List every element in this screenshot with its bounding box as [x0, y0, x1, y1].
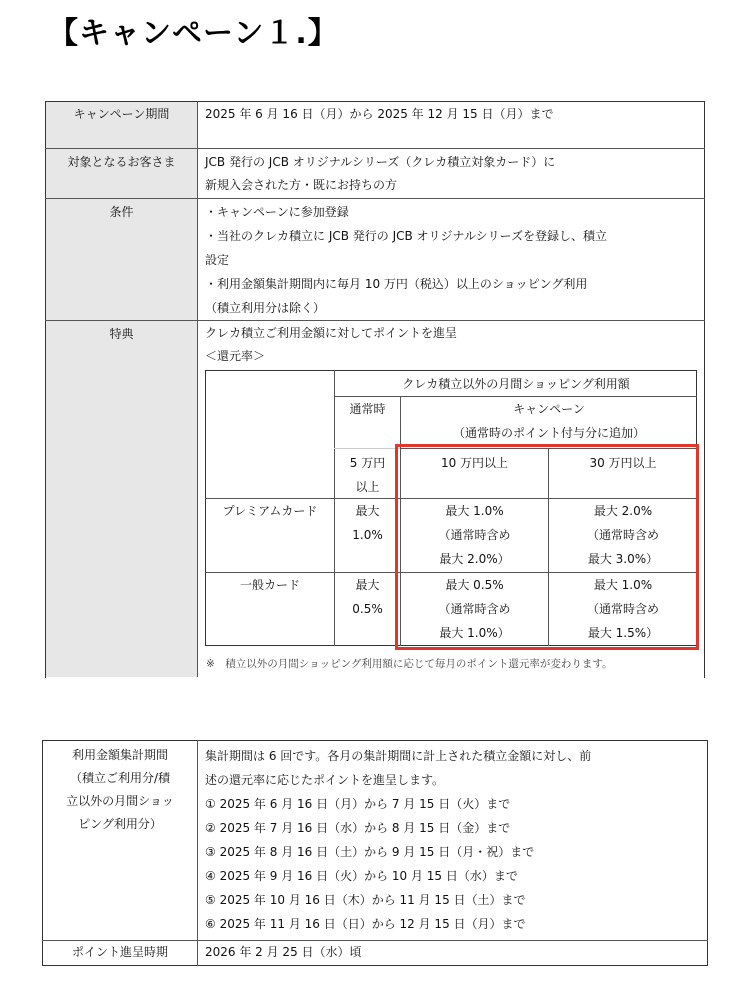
row-divider — [42, 940, 708, 941]
row-divider — [45, 148, 705, 149]
rate-header-normal: 通常時 — [349, 402, 386, 416]
rate-text: 最大 1.0%） — [439, 626, 510, 640]
general-normal-rate — [335, 573, 400, 621]
aggregation-value — [205, 744, 591, 936]
aggregation-period-6: ⑥ 2025 年 11 月 16 日（日）から 12 月 15 日（月）まで — [205, 917, 526, 931]
rate-text: 最大 — [355, 504, 380, 518]
card-premium: プレミアムカード — [222, 504, 318, 518]
rate-header-campaign: キャンペーン — [513, 402, 585, 416]
condition-line: ・当社のクレカ積立に JCB 発行の JCB オリジナルシリーズを登録し、積立 — [205, 229, 608, 243]
grant-value: 2026 年 2 月 25 日（水）頃 — [205, 945, 362, 959]
aggregation-label-line: ピング利用分） — [78, 817, 162, 831]
row-divider — [45, 320, 705, 321]
rate-header-top: クレカ積立以外の月間ショッピング利用額 — [402, 377, 630, 391]
rate-col-normal-line: 以上 — [355, 480, 380, 494]
page-title: 【キャンペーン１.】 — [48, 16, 339, 51]
aggregation-period-5: ⑤ 2025 年 10 月 16 日（木）から 11 月 15 日（土）まで — [205, 893, 526, 907]
rate-footnote: ※ 積立以外の月間ショッピング利用額に応じて毎月のポイント還元率が変わります。 — [206, 658, 613, 670]
rate-col-30man: 30 万円以上 — [589, 456, 657, 470]
condition-line: （積立利用分は除く） — [205, 301, 326, 315]
period-value: 2025 年 6 月 16 日（月）から 2025 年 12 月 15 日（月）まで — [205, 107, 554, 121]
aggregation-label-line: 立以外の月間ショッ — [66, 794, 174, 808]
aggregation-period-3: ③ 2025 年 8 月 16 日（土）から 9 月 15 日（月・祝）まで — [205, 845, 535, 859]
rate-text: （通常時含め — [438, 602, 511, 616]
rate-text: （通常時含め — [586, 528, 659, 542]
rate-text: 最大 2.0% — [593, 504, 653, 518]
row-divider — [45, 198, 705, 199]
rate-text: 最大 1.0% — [593, 578, 653, 592]
benefit-label: 特典 — [109, 327, 134, 341]
campaign-highlight-box — [395, 444, 699, 650]
aggregation-period-4: ④ 2025 年 9 月 16 日（火）から 10 月 15 日（水）まで — [205, 869, 518, 883]
rate-text: （通常時含め — [586, 602, 659, 616]
column-divider — [197, 740, 198, 966]
rate-col-normal-line: 5 万円 — [349, 456, 386, 470]
target-value — [205, 151, 555, 197]
rate-text: 1.0% — [352, 528, 383, 542]
rate-text: 最大 2.0%） — [439, 552, 510, 566]
period-label: キャンペーン期間 — [73, 107, 170, 121]
grant-label: ポイント進呈時期 — [71, 945, 168, 959]
aggregation-period-2: ② 2025 年 7 月 16 日（水）から 8 月 15 日（金）まで — [205, 821, 511, 835]
benefit-line: ＜還元率＞ — [205, 349, 266, 363]
aggregation-line: 述の還元率に応じたポイントを進呈します。 — [205, 773, 445, 787]
rate-text: 0.5% — [352, 602, 383, 616]
rate-row-divider — [334, 448, 400, 449]
column-divider — [197, 101, 198, 677]
aggregation-label-line: 利用金額集計期間 — [71, 748, 168, 762]
premium-normal-rate — [335, 499, 400, 547]
target-label: 対象となるお客さま — [67, 155, 176, 169]
rate-text: 最大 0.5% — [445, 578, 504, 592]
condition-line: ・利用金額集計期間内に毎月 10 万円（税込）以上のショッピング利用 — [205, 277, 588, 291]
rate-text: 最大 1.0% — [445, 504, 504, 518]
aggregation-line: 集計期間は 6 回です。各月の集計期間に計上された積立金額に対し、前 — [205, 749, 592, 763]
aggregation-label-line: （積立ご利用分/積 — [69, 771, 171, 785]
aggregation-label — [43, 744, 197, 836]
benefit-line: クレカ積立ご利用金額に対してポイントを進呈 — [205, 326, 458, 340]
target-line: JCB 発行の JCB オリジナルシリーズ（クレカ積立対象カード）に — [205, 155, 556, 169]
aggregation-period-1: ① 2025 年 6 月 16 日（月）から 7 月 15 日（火）まで — [205, 797, 511, 811]
card-general: 一般カード — [239, 578, 300, 592]
rate-text: （通常時含め — [438, 528, 511, 542]
benefit-value — [205, 322, 457, 368]
rate-text: 最大 — [355, 578, 380, 592]
conditions-value — [205, 200, 607, 320]
target-line: 新規入会された方・既にお持ちの方 — [205, 178, 398, 192]
rate-text: 最大 3.0%） — [587, 552, 659, 566]
rate-col-normal — [335, 451, 400, 499]
condition-line: ・キャンペーンに参加登録 — [205, 205, 349, 219]
rate-text: 最大 1.5%） — [587, 626, 659, 640]
rate-col-10man: 10 万円以上 — [440, 456, 509, 470]
conditions-label: 条件 — [109, 205, 134, 219]
condition-line: 設定 — [205, 253, 230, 267]
rate-header-campaign-note: （通常時のポイント付与分に追加） — [452, 426, 645, 440]
